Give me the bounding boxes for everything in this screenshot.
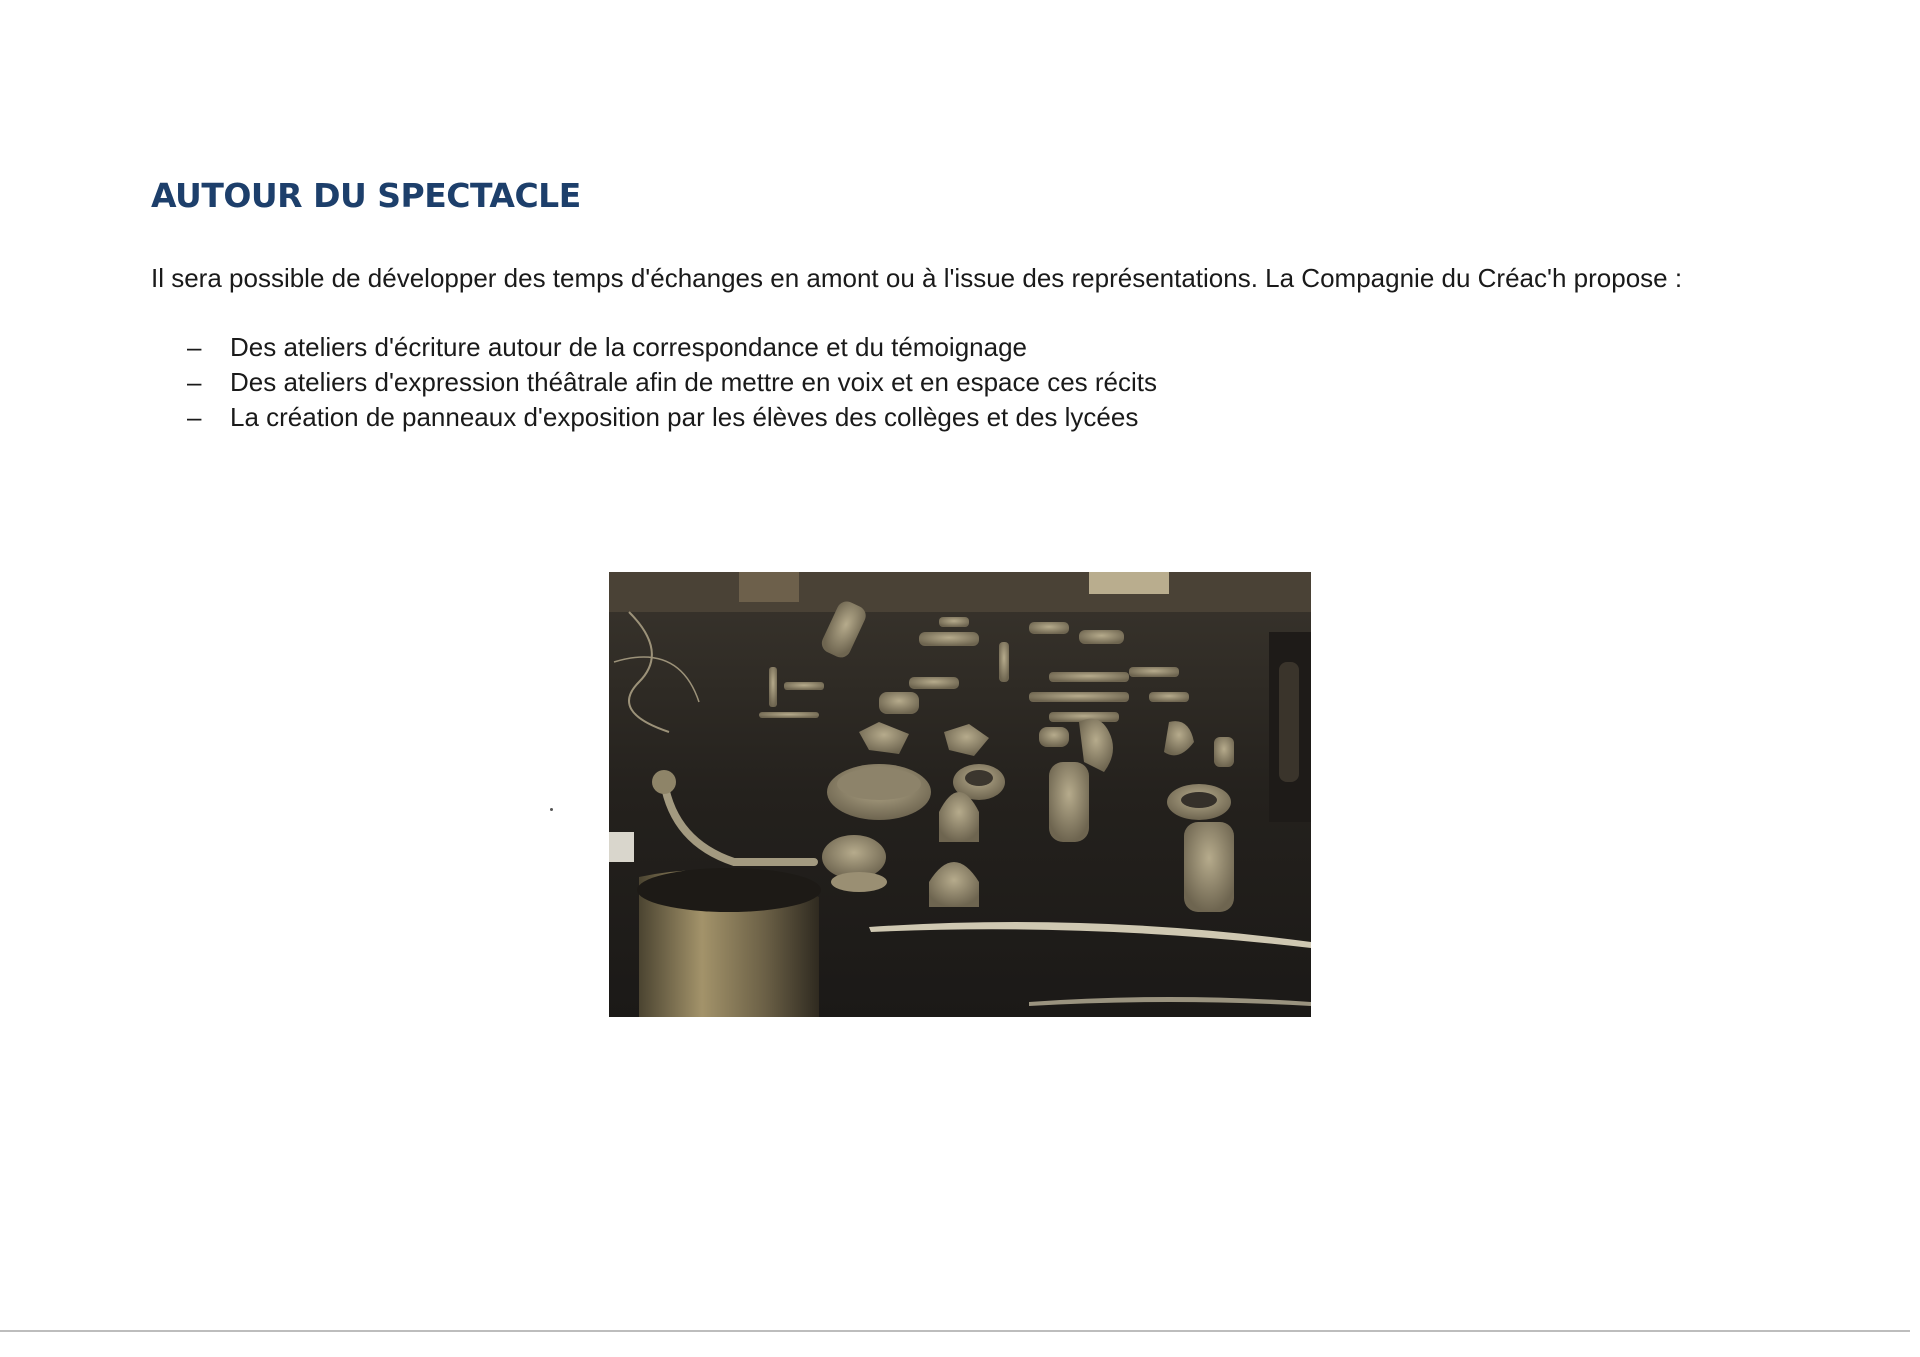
artifacts-photo [609, 572, 1311, 1017]
artifacts-photo-drawing [609, 572, 1311, 1017]
list-item-text: Des ateliers d'expression théâtrale afin de mettre en voix et en espace ces récits [230, 367, 1157, 397]
page-bottom-rule [0, 1330, 1910, 1332]
bullet-dash: – [187, 367, 202, 397]
list-item-text: Des ateliers d'écriture autour de la correspondance et du témoignage [230, 332, 1027, 362]
bullet-dash: – [187, 402, 202, 432]
list-item-text: La création de panneaux d'exposition par les élèves des collèges et des lycées [230, 402, 1139, 432]
list-item [151, 400, 1157, 435]
list-item [151, 330, 1157, 365]
section-title: AUTOUR DU SPECTACLE [151, 176, 581, 215]
intro-paragraph: Il sera possible de développer des temps d'échanges en amont ou à l'issue des représentations. La Compagnie du Créac'h propose : [151, 263, 1683, 293]
scan-speck [550, 808, 553, 811]
list-item [151, 365, 1157, 400]
workshop-list [151, 330, 1157, 435]
bullet-dash: – [187, 332, 202, 362]
